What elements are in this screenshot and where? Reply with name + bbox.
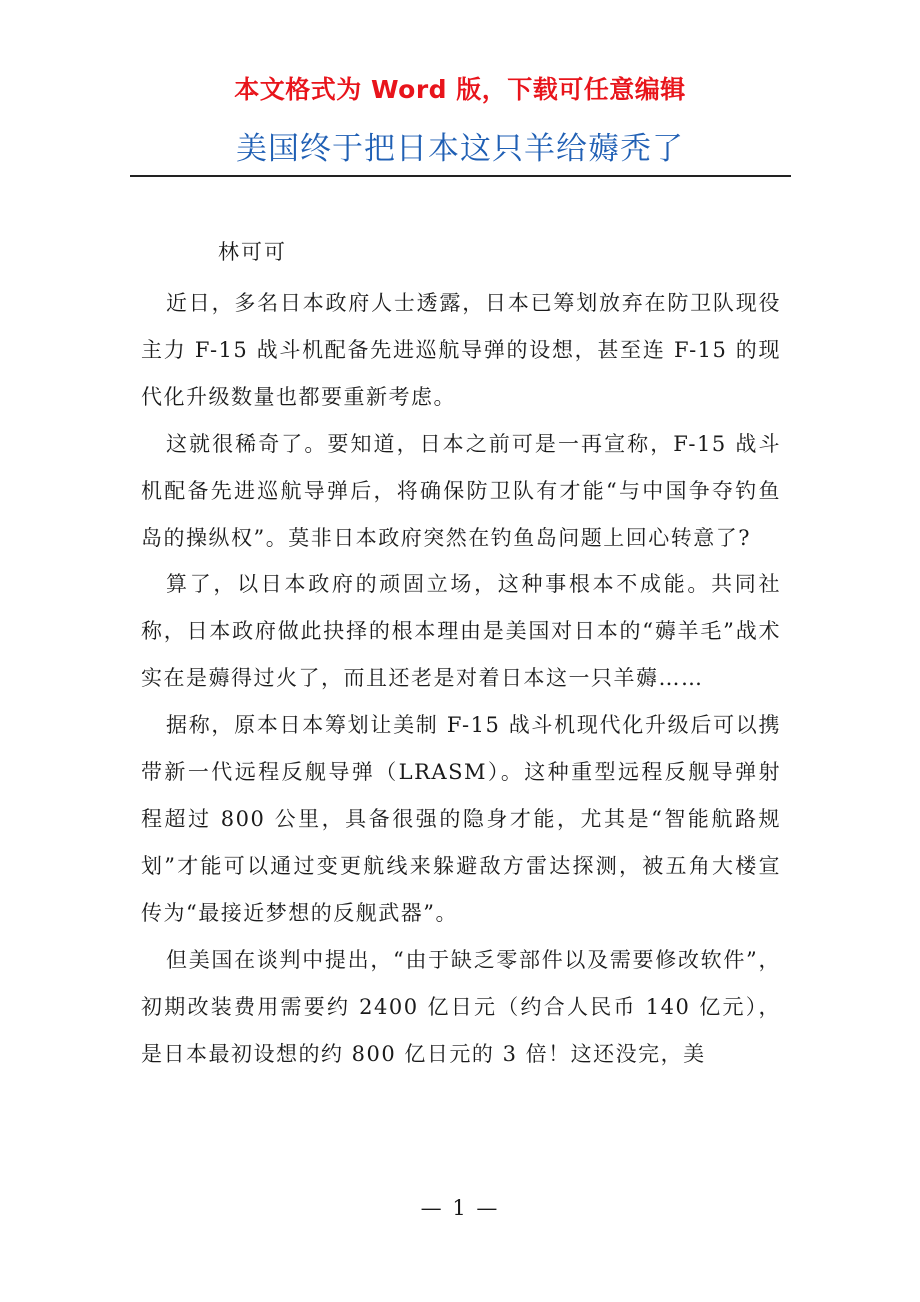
paragraph: 据称，原本日本筹划让美制 F-15 战斗机现代化升级后可以携带新一代远程反舰导弹（LRASM）。这种重型远程反舰导弹射程超过 800 公里，具备很强的隐身才能，尤其是“智能航路规划”才能可以通过变更航线来躲避敌方雷达探测，被五角大楼宣传为“最接近梦想的反舰武器”。 (141, 713, 781, 925)
page-title: 美国终于把日本这只羊给薅秃了 (236, 131, 684, 167)
paragraph: 近日，多名日本政府人士透露，日本已筹划放弃在防卫队现役主力 F-15 战斗机配备先进巡航导弹的设想，甚至连 F-15 的现代化升级数量也都要重新考虑。 (141, 291, 781, 409)
page-number: — 1 — (420, 1196, 500, 1220)
author-name: 林可可 (218, 240, 287, 264)
title-divider (130, 175, 791, 177)
paragraph: 算了，以日本政府的顽固立场，这种事根本不成能。共同社称，日本政府做此抉择的根本理由是美国对日本的“薅羊毛”战术实在是薅得过火了，而且还老是对着日本这一只羊薅…… (141, 572, 781, 691)
paragraph: 但美国在谈判中提出，“由于缺乏零部件以及需要修改软件”，初期改装费用需要约 2400 亿日元（约合人民币 140 亿元），是日本最初设想的约 800 亿日元的 3 倍！这还没完，美 (141, 947, 781, 1066)
article-body (141, 280, 781, 1077)
paragraph: 这就很稀奇了。要知道，日本之前可是一再宣称，F-15 战斗机配备先进巡航导弹后，将确保防卫队有才能“与中国争夺钓鱼岛的操纵权”。莫非日本政府突然在钓鱼岛问题上回心转意了? (141, 431, 781, 550)
format-notice: 本文格式为 Word 版，下载可任意编辑 (234, 75, 686, 104)
